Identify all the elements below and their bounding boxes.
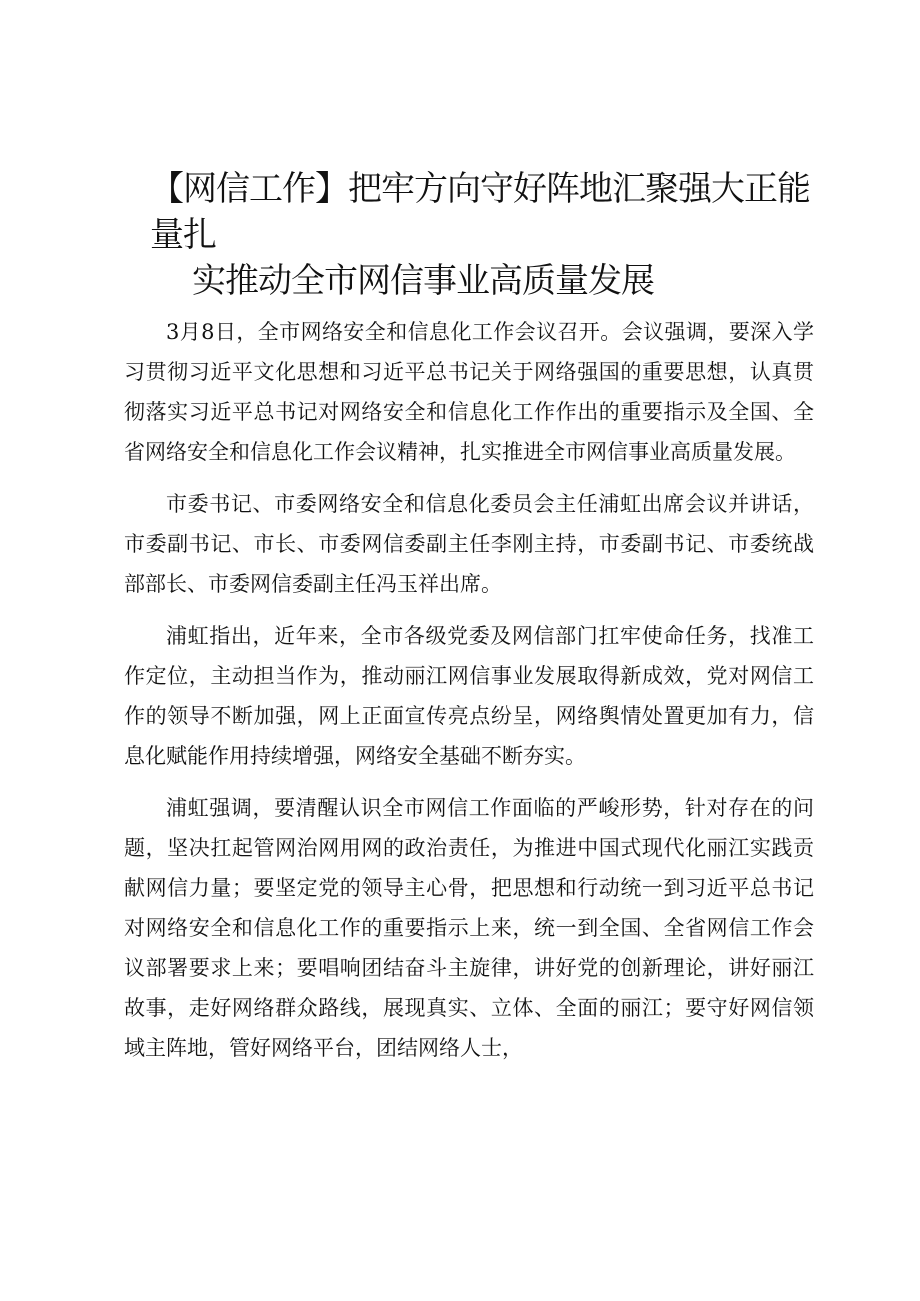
document-body	[124, 312, 814, 1080]
paragraph-2: 市委书记、市委网络安全和信息化委员会主任浦虹出席会议并讲话，市委副书记、市长、市委网信委副主任李刚主持，市委副书记、市委统战部部长、市委网信委副主任冯玉祥出席。	[124, 492, 814, 596]
paragraph-4: 浦虹强调，要清醒认识全市网信工作面临的严峻形势，针对存在的问题，坚决扛起管网治网用网的政治责任，为推进中国式现代化丽江实践贡献网信力量；要坚定党的领导主心骨，把思想和行动统一到习近平总书记对网络安全和信息化工作的重要指示上来，统一到全国、全省网信工作会议部署要求上来；要唱响团结奋斗主旋律，讲好党的创新理论，讲好丽江故事，走好网络群众路线，展现真实、立体、全面的丽江；要守好网信领域主阵地，管好网络平台，团结网络人士，	[124, 796, 814, 1060]
document-title	[150, 166, 830, 304]
paragraph-1: 3月8日，全市网络安全和信息化工作会议召开。会议强调，要深入学习贯彻习近平文化思想和习近平总书记关于网络强国的重要思想，认真贯彻落实习近平总书记对网络安全和信息化工作作出的重要指示及全国、全省网络安全和信息化工作会议精神，扎实推进全市网信事业高质量发展。	[124, 320, 814, 464]
title-line-2: 实推动全市网信事业高质量发展	[192, 261, 654, 301]
paragraph-3: 浦虹指出，近年来，全市各级党委及网信部门扛牢使命任务，找准工作定位，主动担当作为，推动丽江网信事业发展取得新成效，党对网信工作的领导不断加强，网上正面宣传亮点纷呈，网络舆情处置更加有力，信息化赋能作用持续增强，网络安全基础不断夯实。	[124, 624, 814, 768]
title-line-1: 【网信工作】把牢方向守好阵地汇聚强大正能量扎	[150, 169, 810, 255]
